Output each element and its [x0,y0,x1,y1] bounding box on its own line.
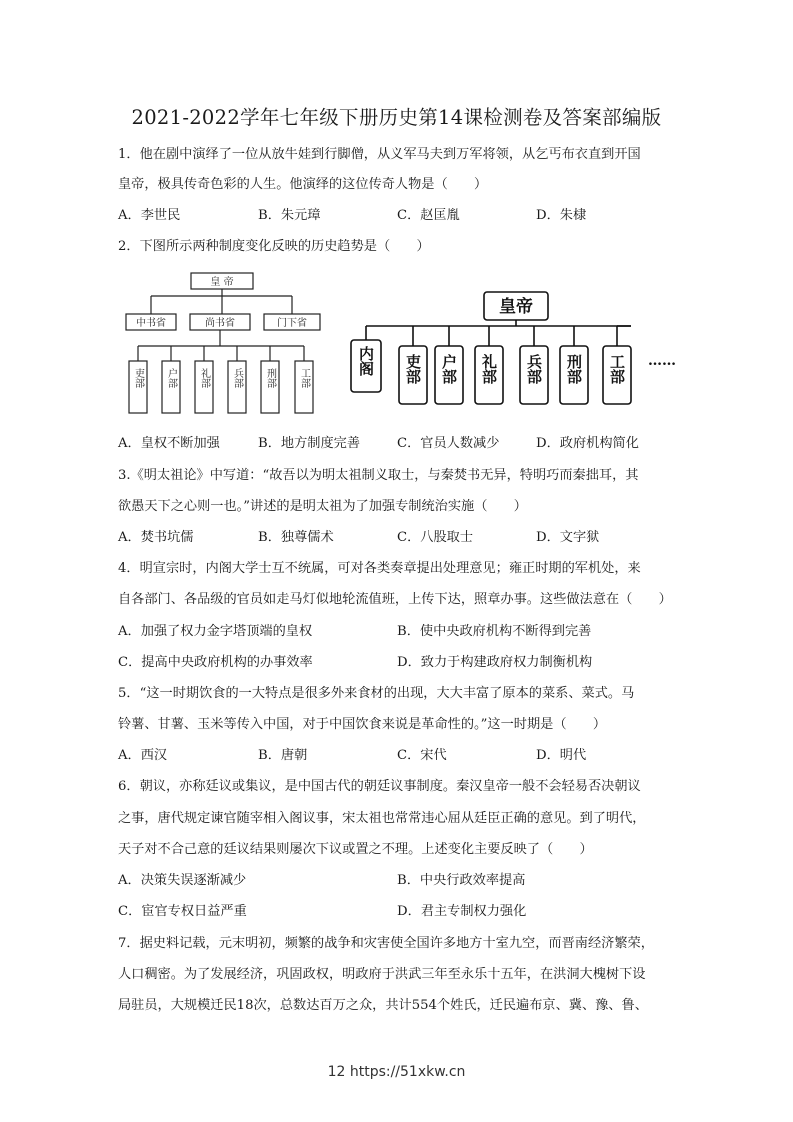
diagram-right-ming-system [345,286,690,408]
q1-option-a: A．李世民 [118,208,181,223]
right-hubu-label: 户部 [440,354,458,384]
left-hubu-label: 户部 [165,368,177,388]
q1-option-d: D．朱棣 [536,208,587,223]
right-libu2-label: 礼部 [480,354,498,384]
q5-option-a: A．西汉 [118,748,168,763]
right-neige-label: 内阁 [357,346,375,376]
q5-line-2: 铃薯、甘薯、玉米等传入中国，对于中国饮食来说是革命性的。”这一时期是（ ） [118,717,607,732]
left-libu-label: 吏部 [132,368,144,388]
left-bingbu-label: 兵部 [231,368,243,388]
q6-line-2: 之事，唐代规定谏官随宰相入阁议事，宋太祖也常常违心屈从廷臣正确的意见。到了明代， [118,811,646,826]
q1-option-b: B．朱元璋 [258,208,321,223]
q4-option-b: B．使中央政府机构不断得到完善 [397,624,592,639]
q4-line-1: 4．明宣宗时，内阁大学士互不统属，可对各类奏章提出处理意见；雍正时期的军机处，来 [118,561,641,576]
q3-option-d: D．文字狱 [536,530,600,545]
q2-line-1: 2．下图所示两种制度变化反映的历史趋势是（ ） [118,239,430,254]
left-xingbu-label: 刑部 [264,368,276,388]
q6-option-c: C．宦官专权日益严重 [118,904,247,919]
q1-option-c: C．赵匡胤 [397,208,460,223]
left-menxia-label: 门下省 [277,318,307,329]
q2-option-b: B．地方制度完善 [258,436,361,451]
left-libu2-label: 礼部 [198,368,210,388]
q6-option-d: D．君主专制权力强化 [397,904,527,919]
q3-option-c: C．八股取士 [397,530,474,545]
q5-option-c: C．宋代 [397,748,447,763]
q2-option-a: A．皇权不断加强 [118,436,220,451]
q1-line-1: 1．他在剧中演绎了一位从放牛娃到行脚僧，从义军马夫到万军将领，从乞丐布衣直到开国 [118,147,641,162]
right-ellipsis: …… [648,353,676,369]
left-zhongshu-label: 中书省 [136,318,166,329]
right-gongbu-label: 工部 [608,354,626,384]
q4-option-a: A．加强了权力金字塔顶端的皇权 [118,624,313,639]
left-gongbu-label: 工部 [298,368,310,388]
q7-line-1: 7．据史料记载，元末明初，频繁的战争和灾害使全国许多地方十室九空，而晋南经济繁荣， [118,936,654,951]
q7-line-2: 人口稠密。为了发展经济，巩固政权，明政府于洪武三年至永乐十五年，在洪洞大槐树下设 [118,967,646,982]
q4-option-d: D．致力于构建政府权力制衡机构 [397,655,593,670]
q4-line-2: 自各部门、各品级的官员如走马灯似地轮流值班，上传下达，照章办事。这些做法意在（ ） [118,592,672,607]
right-libu-label: 吏部 [404,354,422,384]
right-emperor-label: 皇帝 [499,297,533,317]
right-bingbu-label: 兵部 [525,354,543,384]
q3-option-a: A．焚书坑儒 [118,530,194,545]
left-emperor-label: 皇 帝 [210,277,234,288]
diagram-left-tang-system [118,270,328,422]
q6-line-1: 6．朝议，亦称廷议或集议，是中国古代的朝廷议事制度。秦汉皇帝一般不会轻易否决朝议 [118,779,641,794]
q2-option-c: C．官员人数减少 [397,436,500,451]
q7-line-3: 局驻员，大规模迁民18次，总数达百万之众，共计554个姓氏，迁民遍布京、冀、豫、鲁、 [118,998,648,1013]
q1-line-2: 皇帝，极具传奇色彩的人生。他演绎的这位传奇人物是（ ） [118,177,488,192]
q6-line-3: 天子对不合己意的廷议结果则屡次下议或置之不理。上述变化主要反映了（ ） [118,842,593,857]
page-title: 2021-2022学年七年级下册历史第14课检测卷及答案部编版 [131,106,662,129]
q6-option-a: A．决策失误逐渐减少 [118,873,247,888]
q2-option-d: D．政府机构简化 [536,436,639,451]
q4-option-c: C．提高中央政府机构的办事效率 [118,655,313,670]
page-footer-watermark: 12 https://51xkw.cn [327,1064,466,1080]
q5-option-b: B．唐朝 [258,748,308,763]
q5-line-1: 5．“这一时期饮食的一大特点是很多外来食材的出现，大大丰富了原本的菜系、菜式。马 [118,686,635,701]
left-shangshu-label: 尚书省 [205,318,235,329]
right-xingbu-label: 刑部 [565,354,583,384]
q3-line-1: 3.《明太祖论》中写道：“故吾以为明太祖制义取士，与秦焚书无异，特明巧而秦拙耳，其 [118,468,639,483]
q3-line-2: 欲愚天下之心则一也。”讲述的是明太祖为了加强专制统治实施（ ） [118,499,527,514]
q3-option-b: B．独尊儒术 [258,530,334,545]
q6-option-b: B．中央行政效率提高 [397,873,526,888]
q5-option-d: D．明代 [536,748,587,763]
